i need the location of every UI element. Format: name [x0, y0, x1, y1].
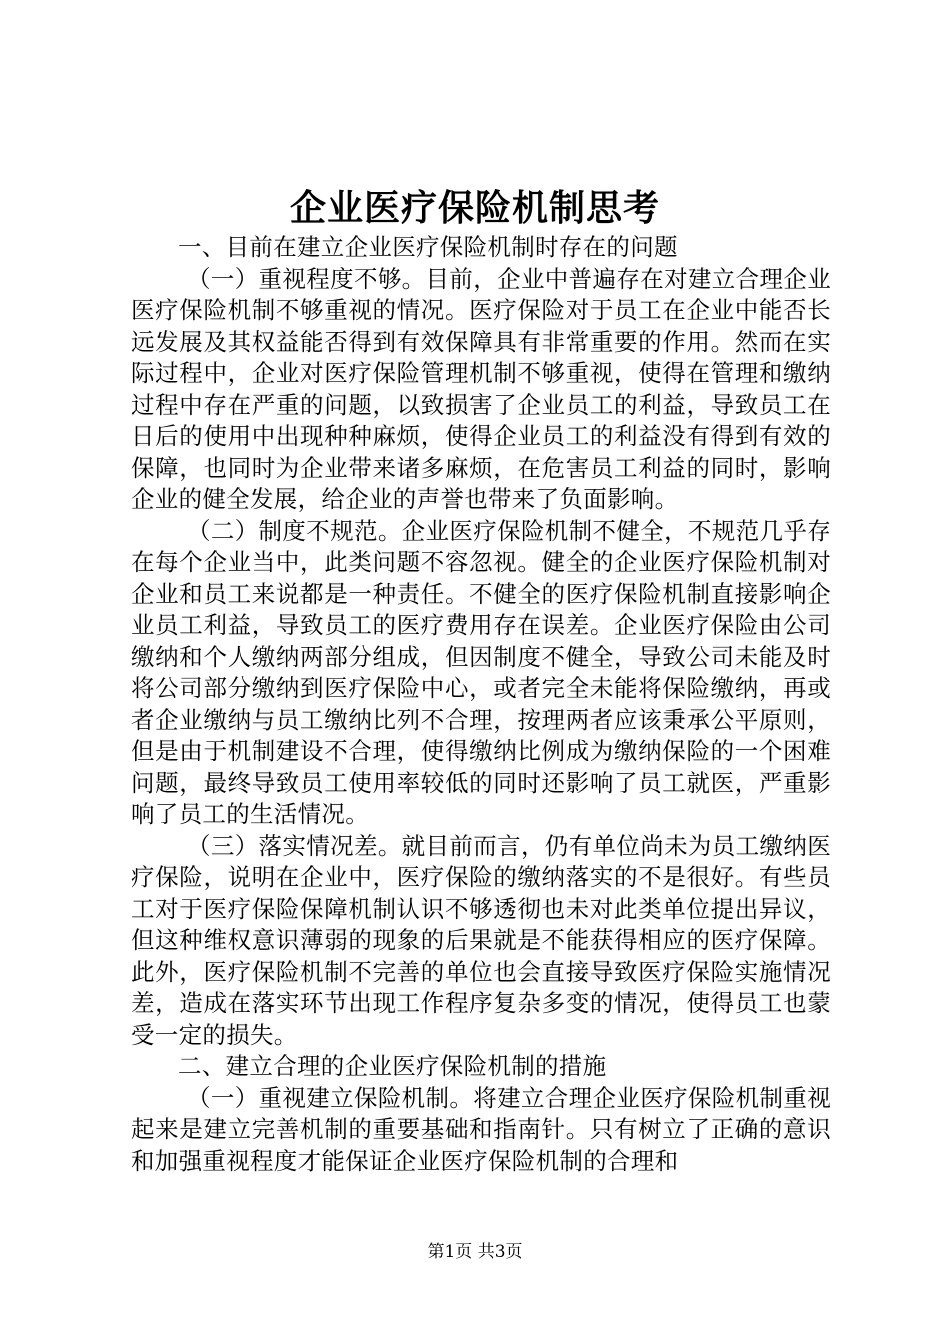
- paragraph-2-1: （一）重视建立保险机制。将建立合理企业医疗保险机制重视起来是建立完善机制的重要基础和指南针。只有树立了正确的意识和加强重视程度才能保证企业医疗保险机制的合理和: [131, 1083, 831, 1175]
- section-heading-2: 二、建立合理的企业医疗保险机制的措施: [178, 1052, 607, 1080]
- section-heading-1: 一、目前在建立企业医疗保险机制时存在的问题: [178, 233, 678, 261]
- paragraph-1-1: （一）重视程度不够。目前，企业中普遍存在对建立合理企业医疗保险机制不够重视的情况。医疗保险对于员工在企业中能否长远发展及其权益能否得到有效保障具有非常重要的作用。然而在实际过程中，企业对医疗保险管理机制不够重视，使得在管理和缴纳过程中存在严重的问题，以致损害了企业员工的利益，导致员工在日后的使用中出现种种麻烦，使得企业员工的利益没有得到有效的保障，也同时为企业带来诸多麻烦，在危害员工利益的同时，影响企业的健全发展，给企业的声誉也带来了负面影响。: [131, 264, 831, 513]
- page-number-footer: 第1页 共3页: [427, 1242, 523, 1262]
- document-title: 企业医疗保险机制思考: [289, 187, 660, 229]
- document-body: [131, 232, 831, 1177]
- paragraph-1-2: （二）制度不规范。企业医疗保险机制不健全，不规范几乎存在每个企业当中，此类问题不容忽视。健全的企业医疗保险机制对企业和员工来说都是一种责任。不健全的医疗保险机制直接影响企业员工利益，导致员工的医疗费用存在误差。企业医疗保险由公司缴纳和个人缴纳两部分组成，但因制度不健全，导致公司未能及时将公司部分缴纳到医疗保险中心，或者完全未能将保险缴纳，再或者企业缴纳与员工缴纳比列不合理，按理两者应该秉承公平原则，但是由于机制建设不合理，使得缴纳比例成为缴纳保险的一个困难问题，最终导致员工使用率较低的同时还影响了员工就医，严重影响了员工的生活情况。: [131, 516, 831, 828]
- paragraph-1-3: （三）落实情况差。就目前而言，仍有单位尚未为员工缴纳医疗保险，说明在企业中，医疗保险的缴纳落实的不是很好。有些员工对于医疗保险保障机制认识不够透彻也未对此类单位提出异议，但这种维权意识薄弱的现象的后果就是不能获得相应的医疗保障。此外，医疗保险机制不完善的单位也会直接导致医疗保险实施情况差，造成在落实环节出现工作程序复杂多变的情况，使得员工也蒙受一定的损失。: [131, 831, 831, 1049]
